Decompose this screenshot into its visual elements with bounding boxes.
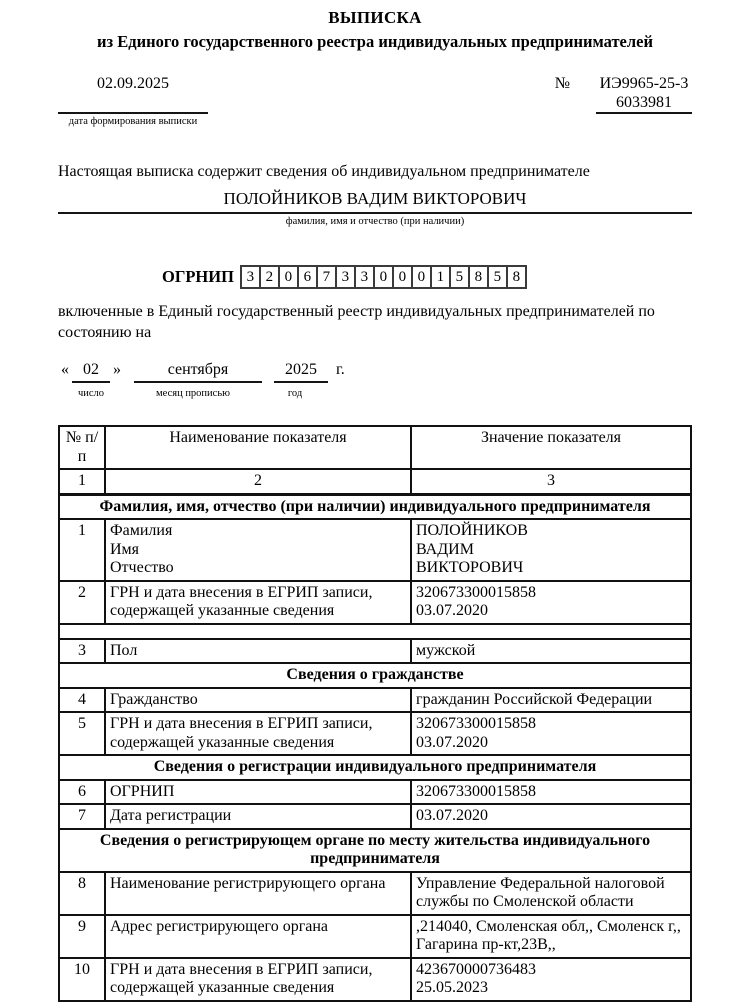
row-value-cell: ,214040, Смоленская обл,, Смоленск г,, Гагарина пр-кт,23В,, [411, 915, 691, 958]
table-row [59, 519, 691, 581]
row-num-cell: 7 [59, 804, 105, 829]
row-name-cell: Пол [105, 639, 411, 664]
table-section-row [59, 494, 691, 519]
col-number-1: 1 [59, 469, 105, 494]
ogrnip-digit: 1 [430, 265, 451, 289]
document-subtitle: из Единого государственного реестра индивидуальных предпринимателей [97, 32, 653, 51]
row-num-cell: 10 [59, 958, 105, 1001]
table-row [59, 581, 691, 624]
row-value-cell: ПОЛОЙНИКОВ ВАДИМ ВИКТОРОВИЧ [411, 519, 691, 581]
section-heading: Фамилия, имя, отчество (при наличии) индивидуального предпринимателя [59, 494, 691, 519]
table-row [59, 780, 691, 805]
ogrnip-digit: 0 [278, 265, 299, 289]
row-name-cell: ОГРНИП [105, 780, 411, 805]
row-value-cell: Управление Федеральной налоговой службы по Смоленской области [411, 872, 691, 915]
day-group [72, 359, 110, 401]
quote-close: » [113, 361, 121, 378]
table-row [59, 872, 691, 915]
year-label: год [287, 388, 303, 399]
row-num-cell: 9 [59, 915, 105, 958]
section-heading: Сведения о регистрации индивидуального предпринимателя [59, 755, 691, 780]
col-header-indicator-value: Значение показателя [411, 426, 691, 469]
table-row [59, 639, 691, 664]
ogrnip-digit-boxes [240, 265, 527, 289]
ogrnip-digit: 8 [506, 265, 527, 289]
number-sign: № [554, 75, 570, 92]
row-value-cell: 320673300015858 [411, 780, 691, 805]
ogrnip-digit: 3 [354, 265, 375, 289]
row-num-cell: 4 [59, 688, 105, 713]
table-section-row [59, 829, 691, 872]
row-name-cell: ГРН и дата внесения в ЕГРИП записи, содержащей указанные сведения [105, 712, 411, 755]
as-of-date-line [58, 359, 692, 401]
row-value-cell: гражданин Российской Федерации [411, 688, 691, 713]
ogrnip-digit: 0 [373, 265, 394, 289]
col-header-num: № п/п [59, 426, 105, 469]
row-value-cell: 320673300015858 03.07.2020 [411, 712, 691, 755]
indicator-table [58, 425, 692, 1002]
table-section-row [59, 755, 691, 780]
year-suffix: г. [336, 361, 345, 378]
ogrnip-label: ОГРНИП [162, 267, 234, 286]
table-row [59, 958, 691, 1001]
person-name: ПОЛОЙНИКОВ ВАДИМ ВИКТОРОВИЧ [58, 189, 692, 214]
row-num-cell: 5 [59, 712, 105, 755]
table-row [59, 688, 691, 713]
day-label: число [77, 388, 105, 399]
row-num-cell: 8 [59, 872, 105, 915]
table-row [59, 712, 691, 755]
row-name-cell: Дата регистрации [105, 804, 411, 829]
row-value-cell: мужской [411, 639, 691, 664]
section-heading: Сведения о регистрирующем органе по месту жительства индивидуального предпринимателя [59, 829, 691, 872]
row-name-cell: ГРН и дата внесения в ЕГРИП записи, содержащей указанные сведения [105, 958, 411, 1001]
column-number-row [59, 469, 691, 494]
year-group [262, 359, 328, 401]
row-value-cell: 320673300015858 03.07.2020 [411, 581, 691, 624]
col-header-indicator-name: Наименование показателя [105, 426, 411, 469]
row-num-cell: 3 [59, 639, 105, 664]
table-row [59, 915, 691, 958]
row-num-cell: 6 [59, 780, 105, 805]
table-spacer-row [59, 624, 691, 639]
year-value: 2025 [274, 359, 328, 383]
intro-line: Настоящая выписка содержит сведения об индивидуальном предпринимателе [58, 163, 590, 180]
row-name-cell: Гражданство [105, 688, 411, 713]
col-number-2: 2 [105, 469, 411, 494]
formation-date-value: 02.09.2025 [58, 74, 208, 114]
table-section-row [59, 663, 691, 688]
document-title: ВЫПИСКА [328, 8, 422, 27]
formation-date-block [58, 74, 208, 127]
row-num-cell: 1 [59, 519, 105, 581]
ogrnip-digit: 5 [449, 265, 470, 289]
month-label: месяц прописью [156, 388, 230, 399]
included-text: включенные в Единый государственный реестр индивидуальных предпринимателей по состоянию на [58, 303, 655, 341]
month-value: сентября [134, 359, 262, 383]
formation-date-label: дата формирования выписки [68, 116, 198, 127]
ogrnip-digit: 3 [335, 265, 356, 289]
day-value: 02 [72, 359, 110, 383]
ogrnip-digit: 8 [468, 265, 489, 289]
ogrnip-digit: 5 [487, 265, 508, 289]
col-number-3: 3 [411, 469, 691, 494]
indicator-table-body [59, 494, 691, 1001]
row-num-cell: 2 [59, 581, 105, 624]
ogrnip-digit: 6 [297, 265, 318, 289]
ogrnip-digit: 0 [411, 265, 432, 289]
document-number-block [555, 74, 692, 127]
row-value-cell: 423670000736483 25.05.2023 [411, 958, 691, 1001]
quote-open: « [61, 361, 69, 378]
ogrnip-row [162, 265, 692, 289]
person-name-label: фамилия, имя и отчество (при наличии) [285, 216, 465, 227]
section-heading: Сведения о гражданстве [59, 663, 691, 688]
spacer-cell [59, 624, 691, 639]
ogrnip-digit: 7 [316, 265, 337, 289]
row-name-cell: ГРН и дата внесения в ЕГРИП записи, содержащей указанные сведения [105, 581, 411, 624]
row-name-cell: Фамилия Имя Отчество [105, 519, 411, 581]
document-meta-row [58, 74, 692, 127]
document-number-value: ИЭ9965-25-36033981 [596, 74, 692, 114]
table-header-row [59, 426, 691, 469]
month-group [124, 359, 262, 401]
row-value-cell: 03.07.2020 [411, 804, 691, 829]
table-row [59, 804, 691, 829]
row-name-cell: Адрес регистрирующего органа [105, 915, 411, 958]
ogrnip-digit: 2 [259, 265, 280, 289]
ogrnip-digit: 3 [240, 265, 261, 289]
row-name-cell: Наименование регистрирующего органа [105, 872, 411, 915]
ogrnip-digit: 0 [392, 265, 413, 289]
